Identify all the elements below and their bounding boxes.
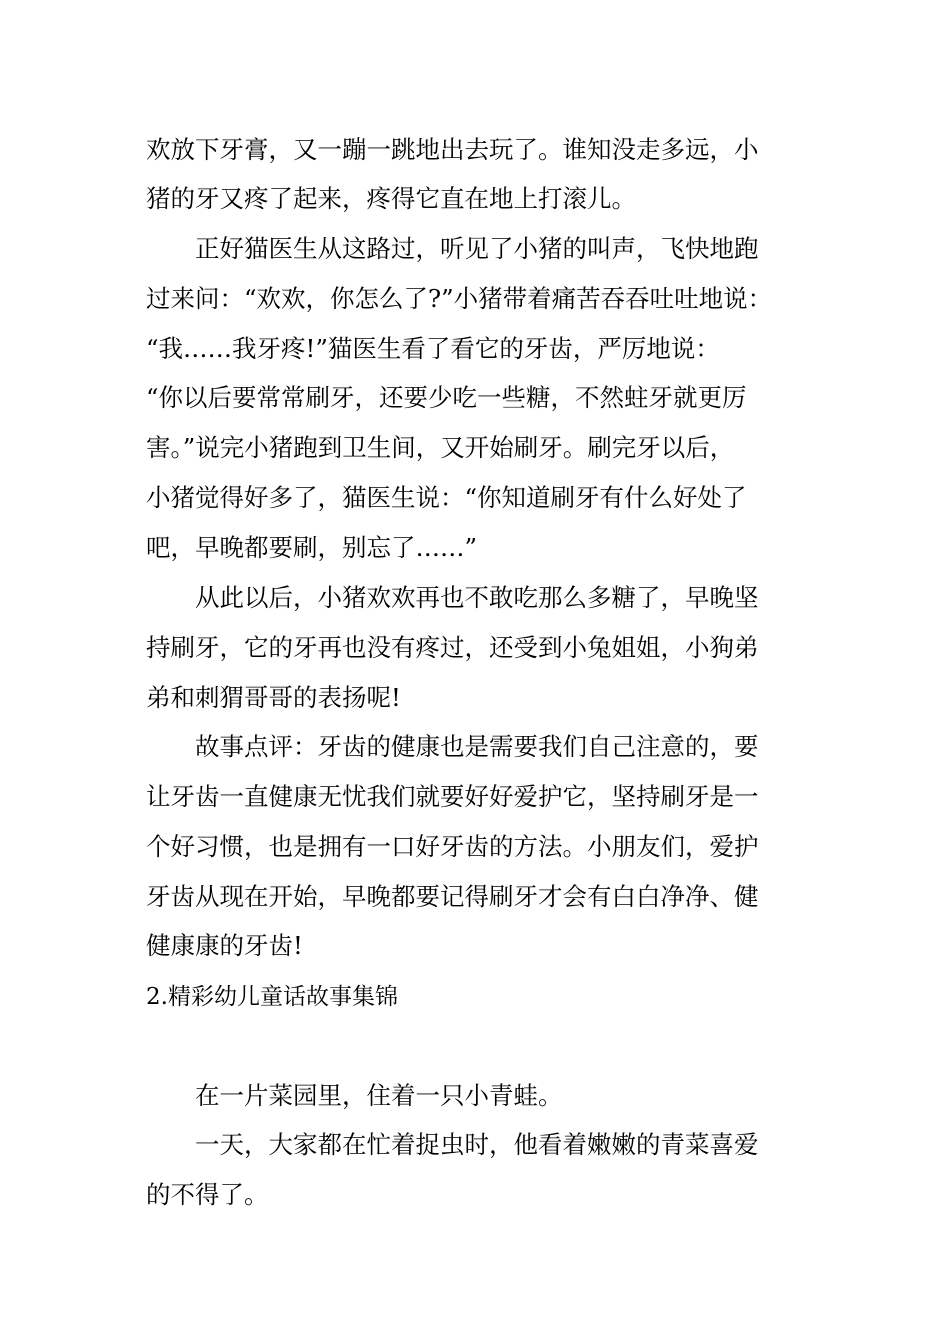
text-line: 猪的牙又疼了起来，疼得它直在地上打滚儿。 <box>146 184 636 213</box>
text-line: 欢放下牙膏，又一蹦一跳地出去玩了。谁知没走多远，小 <box>146 135 759 164</box>
text-line: “你以后要常常刷牙，还要少吃一些糖，不然蛀牙就更厉 <box>146 383 747 412</box>
text-line: 健康康的牙齿! <box>146 931 303 960</box>
text-line: 的不得了。 <box>146 1180 269 1209</box>
text-line: 故事点评：牙齿的健康也是需要我们自己注意的，要 <box>195 732 759 761</box>
text-line: 在一片菜园里，住着一只小青蛙。 <box>195 1081 563 1110</box>
text-line: 弟和刺猬哥哥的表扬呢! <box>146 683 401 712</box>
text-line: 吧，早晚都要刷，别忘了……” <box>146 533 478 562</box>
section-heading: 2.精彩幼儿童话故事集锦 <box>146 984 398 1010</box>
text-line: 让牙齿一直健康无忧我们就要好好爱护它，坚持刷牙是一 <box>146 782 759 811</box>
text-line: 正好猫医生从这路过，听见了小猪的叫声，飞快地跑 <box>195 234 759 263</box>
text-line: 一天，大家都在忙着捉虫时，他看着嫩嫩的青菜喜爱 <box>195 1130 759 1159</box>
text-line: “我……我牙疼!”猫医生看了看它的牙齿，严厉地说： <box>146 334 720 363</box>
text-line: 过来问：“欢欢，你怎么了?”小猪带着痛苦吞吞吐吐地说： <box>146 284 773 313</box>
text-line: 小猪觉得好多了，猫医生说：“你知道刷牙有什么好处了 <box>146 483 747 512</box>
text-line: 持刷牙，它的牙再也没有疼过，还受到小兔姐姐，小狗弟 <box>146 633 759 662</box>
text-line: 从此以后，小猪欢欢再也不敢吃那么多糖了，早晚坚 <box>195 583 759 612</box>
text-line: 个好习惯，也是拥有一口好牙齿的方法。小朋友们，爱护 <box>146 832 759 861</box>
text-line: 牙齿从现在开始，早晚都要记得刷牙才会有白白净净、健 <box>146 882 759 911</box>
text-line: 害。”说完小猪跑到卫生间，又开始刷牙。刷完牙以后， <box>146 433 735 462</box>
